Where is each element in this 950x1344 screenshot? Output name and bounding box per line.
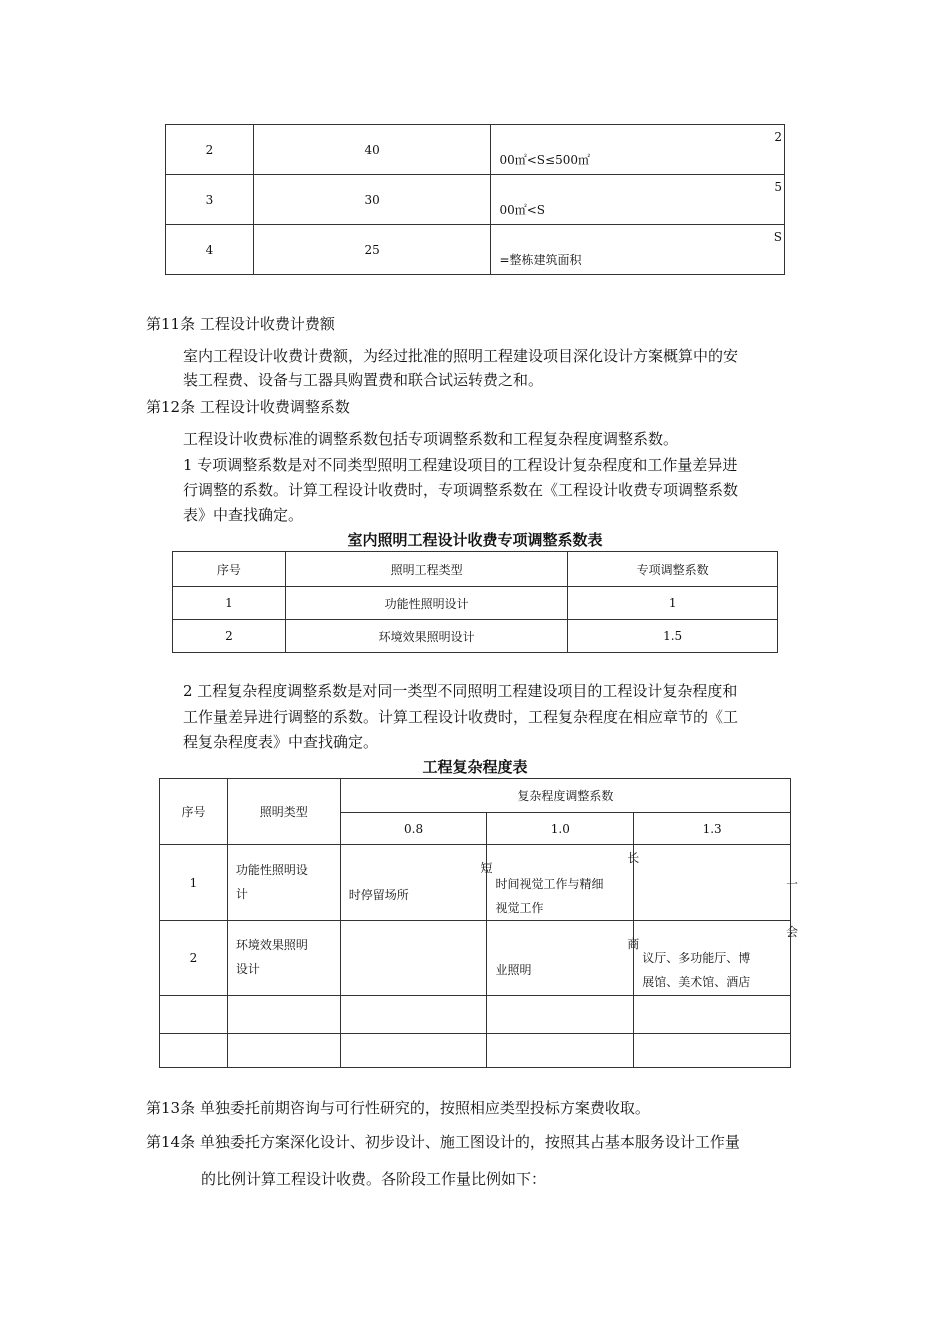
cell-overflow-mark: 长	[627, 851, 640, 865]
row-type: 功能性照明设计	[285, 587, 568, 620]
table-row	[160, 845, 791, 921]
article-11-body-line2: 装工程费、设备与工器具购置费和联合试运转费之和。	[183, 371, 544, 389]
row-condition	[491, 175, 785, 225]
article-11-title: 第11条 工程设计收费计费额	[146, 315, 335, 333]
complexity-table	[159, 778, 798, 1068]
cell-text-line1: 时间视觉工作与精细	[495, 877, 604, 891]
row-level-1.3	[634, 845, 798, 921]
header-coefficient: 专项调整系数	[568, 552, 778, 587]
header-level-1.3: 1.3	[634, 813, 791, 845]
row-coefficient: 1	[568, 587, 778, 620]
row-number: 2	[166, 125, 254, 175]
table-row-empty	[160, 1034, 791, 1068]
header-level-1.0: 1.0	[487, 813, 634, 845]
row-level-0.8	[340, 845, 493, 921]
header-type: 照明类型	[227, 779, 340, 845]
row-number: 3	[166, 175, 254, 225]
cell-text: 业照明	[495, 963, 532, 977]
table-row	[166, 225, 785, 275]
complexity-para-line2: 工作量差异进行调整的系数。计算工程设计收费时，工程复杂程度在相应章节的《工	[183, 708, 739, 726]
cell-text-line2: 视觉工作	[495, 901, 544, 915]
row-level-1.3	[634, 921, 798, 996]
row-type	[227, 845, 340, 921]
row-number: 2	[173, 620, 286, 653]
row-coefficient: 1.5	[568, 620, 778, 653]
row-level-1.0	[487, 845, 640, 921]
table-row	[160, 921, 791, 996]
cell-overflow-mark: 一	[785, 877, 798, 891]
cell-text-line2: 展馆、美术馆、酒店	[642, 975, 751, 989]
row-type-line1: 功能性照明设	[235, 863, 308, 877]
article-12-para2-line1: 1 专项调整系数是对不同类型照明工程建设项目的工程设计复杂程度和工作量差异进	[183, 456, 738, 474]
row-type: 环境效果照明设计	[285, 620, 568, 653]
table-row	[166, 125, 785, 175]
article-12-title: 第12条 工程设计收费调整系数	[146, 398, 350, 416]
row-number: 4	[166, 225, 254, 275]
row-number: 2	[160, 921, 228, 996]
table-header-row	[160, 779, 791, 813]
article-11-body-line1: 室内工程设计收费计费额，为经过批准的照明工程建设项目深化设计方案概算中的安	[183, 347, 739, 365]
row-level-1.0	[487, 921, 640, 996]
header-level-0.8: 0.8	[340, 813, 487, 845]
area-coefficient-table	[165, 124, 785, 275]
header-type: 照明工程类型	[285, 552, 568, 587]
row-type-line2: 设计	[235, 962, 260, 976]
condition-top: 5	[774, 180, 782, 194]
article-12-para2-line3: 表》中查找确定。	[183, 506, 304, 524]
table-row	[173, 620, 778, 653]
complexity-para-line1: 2 工程复杂程度调整系数是对同一类型不同照明工程建设项目的工程设计复杂程度和	[183, 682, 738, 700]
condition-bottom: 00㎡<S	[499, 203, 546, 217]
header-complexity-group: 复杂程度调整系数	[340, 779, 790, 813]
condition-bottom: =整栋建筑面积	[499, 253, 582, 267]
article-12-para1: 工程设计收费标准的调整系数包括专项调整系数和工程复杂程度调整系数。	[183, 430, 679, 448]
article-14-line1: 第14条 单独委托方案深化设计、初步设计、施工图设计的，按照其占基本服务设计工作量	[146, 1133, 740, 1151]
table-row	[173, 587, 778, 620]
row-condition	[491, 125, 785, 175]
cell-overflow-mark: 会	[785, 925, 798, 939]
cell-overflow-mark: 短	[480, 861, 493, 875]
row-type-line1: 环境效果照明	[235, 938, 308, 952]
row-value: 25	[253, 225, 491, 275]
row-type	[227, 921, 340, 996]
table2-caption: 室内照明工程设计收费专项调整系数表	[347, 531, 603, 549]
condition-bottom: 00㎡<S≤500㎡	[499, 153, 590, 167]
row-number: 1	[160, 845, 228, 921]
condition-top: 2	[774, 130, 782, 144]
header-number: 序号	[160, 779, 228, 845]
table-row-empty	[160, 996, 791, 1034]
row-value: 30	[253, 175, 491, 225]
header-number: 序号	[173, 552, 286, 587]
condition-top: S	[773, 230, 782, 244]
table3-caption: 工程复杂程度表	[422, 758, 528, 776]
cell-text: 时停留场所	[348, 888, 409, 902]
special-coefficient-table	[172, 551, 778, 653]
table-row	[166, 175, 785, 225]
cell-text-line1: 议厅、多功能厅、博	[642, 951, 751, 965]
cell-overflow-mark: 商	[627, 937, 640, 951]
row-type-line2: 计	[235, 887, 248, 901]
row-value: 40	[253, 125, 491, 175]
complexity-para-line3: 程复杂程度表》中查找确定。	[183, 733, 379, 751]
table-header-row	[173, 552, 778, 587]
row-number: 1	[173, 587, 286, 620]
article-13: 第13条 单独委托前期咨询与可行性研究的，按照相应类型投标方案费收取。	[146, 1099, 650, 1117]
article-12-para2-line2: 行调整的系数。计算工程设计收费时，专项调整系数在《工程设计收费专项调整系数	[183, 481, 739, 499]
article-14-line2: 的比例计算工程设计收费。各阶段工作量比例如下：	[201, 1170, 547, 1188]
row-level-0.8	[340, 921, 487, 996]
row-condition	[491, 225, 785, 275]
